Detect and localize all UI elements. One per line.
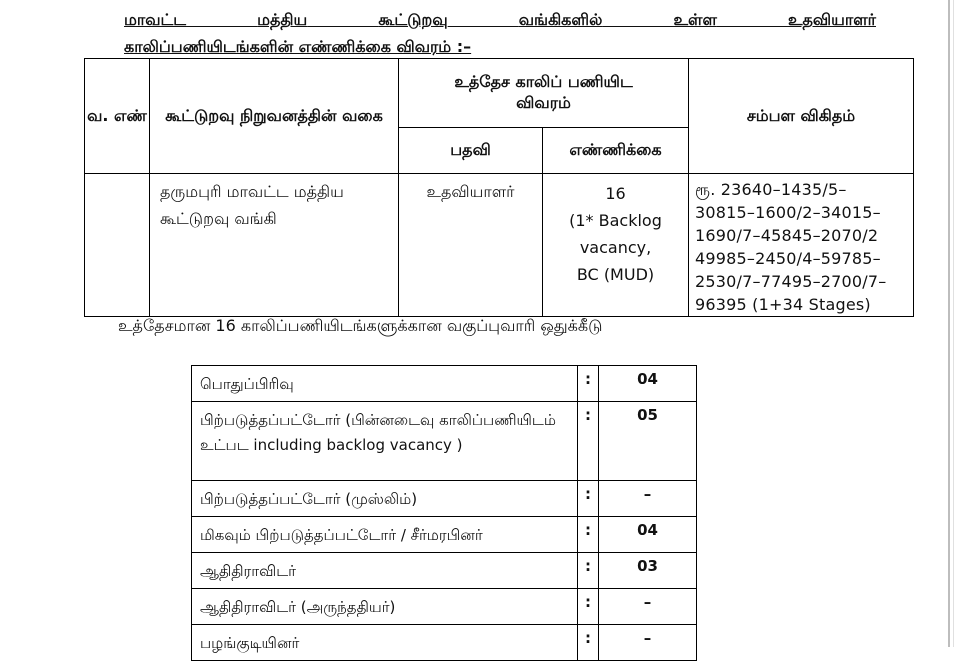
page-heading-line1 [124,10,876,31]
reservation-category: பழங்குடியினர் [192,625,578,661]
reservation-value: 05 [599,402,697,481]
reservation-value: – [599,481,697,517]
count-line: 16 [605,184,626,203]
table-row [192,553,697,589]
header-count: எண்ணிக்கை [543,128,689,174]
window-edge-shadow [953,0,954,647]
count-line: BC (MUD) [576,265,655,284]
window-edge [948,0,950,647]
table-row [192,517,697,553]
reservation-category: பிற்படுத்தப்பட்டோர் (முஸ்லிம்) [192,481,578,517]
reservation-separator: : [578,517,599,553]
cell-count [543,174,689,317]
header-pay-scale: சம்பள விகிதம் [689,59,914,174]
heading-word: கூட்டுறவு [378,10,448,29]
reservation-category: ஆதிதிராவிடர் [192,553,578,589]
reservation-value: – [599,589,697,625]
pay-line: 1690/7–45845–2070/2 [695,226,879,245]
table-row [192,481,697,517]
reservation-separator: : [578,481,599,517]
header-org-type: கூட்டுறவு நிறுவனத்தின் வகை [150,59,399,174]
heading-word: வங்கிகளில் [518,10,603,29]
cell-sno [85,174,150,317]
header-vacancy-detail: உத்தேச காலிப் பணியிட விவரம் [399,59,689,128]
pay-line: 2530/7–77495–2700/7– [695,272,887,291]
table-row [192,366,697,402]
reservation-table [191,365,697,661]
count-line: vacancy, [579,238,652,257]
page-heading-line2: காலிப்பணியிடங்களின் எண்ணிக்கை விவரம் :– [124,37,472,56]
reservation-separator: : [578,553,599,589]
cell-post: உதவியாளர் [399,174,543,317]
pay-line: 96395 (1+34 Stages) [695,295,871,314]
reservation-value: – [599,625,697,661]
heading-word: உதவியாளர் [787,10,876,29]
heading-word: உள்ள [673,10,717,29]
reservation-category: மிகவும் பிற்படுத்தப்பட்டோர் / சீர்மரபினர் [192,517,578,553]
reservation-separator: : [578,589,599,625]
reservation-separator: : [578,625,599,661]
header-sno: வ. எண் [85,59,150,174]
reservation-category: ஆதிதிராவிடர் (அருந்ததியர்) [192,589,578,625]
reservation-separator: : [578,402,599,481]
cell-org-name: தருமபுரி மாவட்ட மத்திய கூட்டுறவு வங்கி [150,174,399,317]
heading-word: மாவட்ட [124,10,187,29]
table-row [192,589,697,625]
reservation-value: 04 [599,366,697,402]
count-line: (1* Backlog [569,211,662,230]
header-post: பதவி [399,128,543,174]
reservation-separator: : [578,366,599,402]
pay-line: ரூ. 23640–1435/5– [695,180,847,199]
table-row [85,174,914,317]
table-row [192,625,697,661]
heading-word: மத்திய [257,10,308,29]
reservation-category: பிற்படுத்தப்பட்டோர் (பின்னடைவு காலிப்பணியிடம் உட்பட including backlog vacancy ) [192,402,578,481]
vacancy-table [84,58,914,317]
pay-line: 30815–1600/2–34015– [695,203,881,222]
reservation-category: பொதுப்பிரிவு [192,366,578,402]
table-row [192,402,697,481]
reservation-value: 04 [599,517,697,553]
pay-line: 49985–2450/4–59785– [695,249,881,268]
cell-pay-scale [689,174,914,317]
reservation-heading: உத்தேசமான 16 காலிப்பணியிடங்களுக்கான வகுப்புவாரி ஒதுக்கீடு [118,316,603,335]
reservation-value: 03 [599,553,697,589]
